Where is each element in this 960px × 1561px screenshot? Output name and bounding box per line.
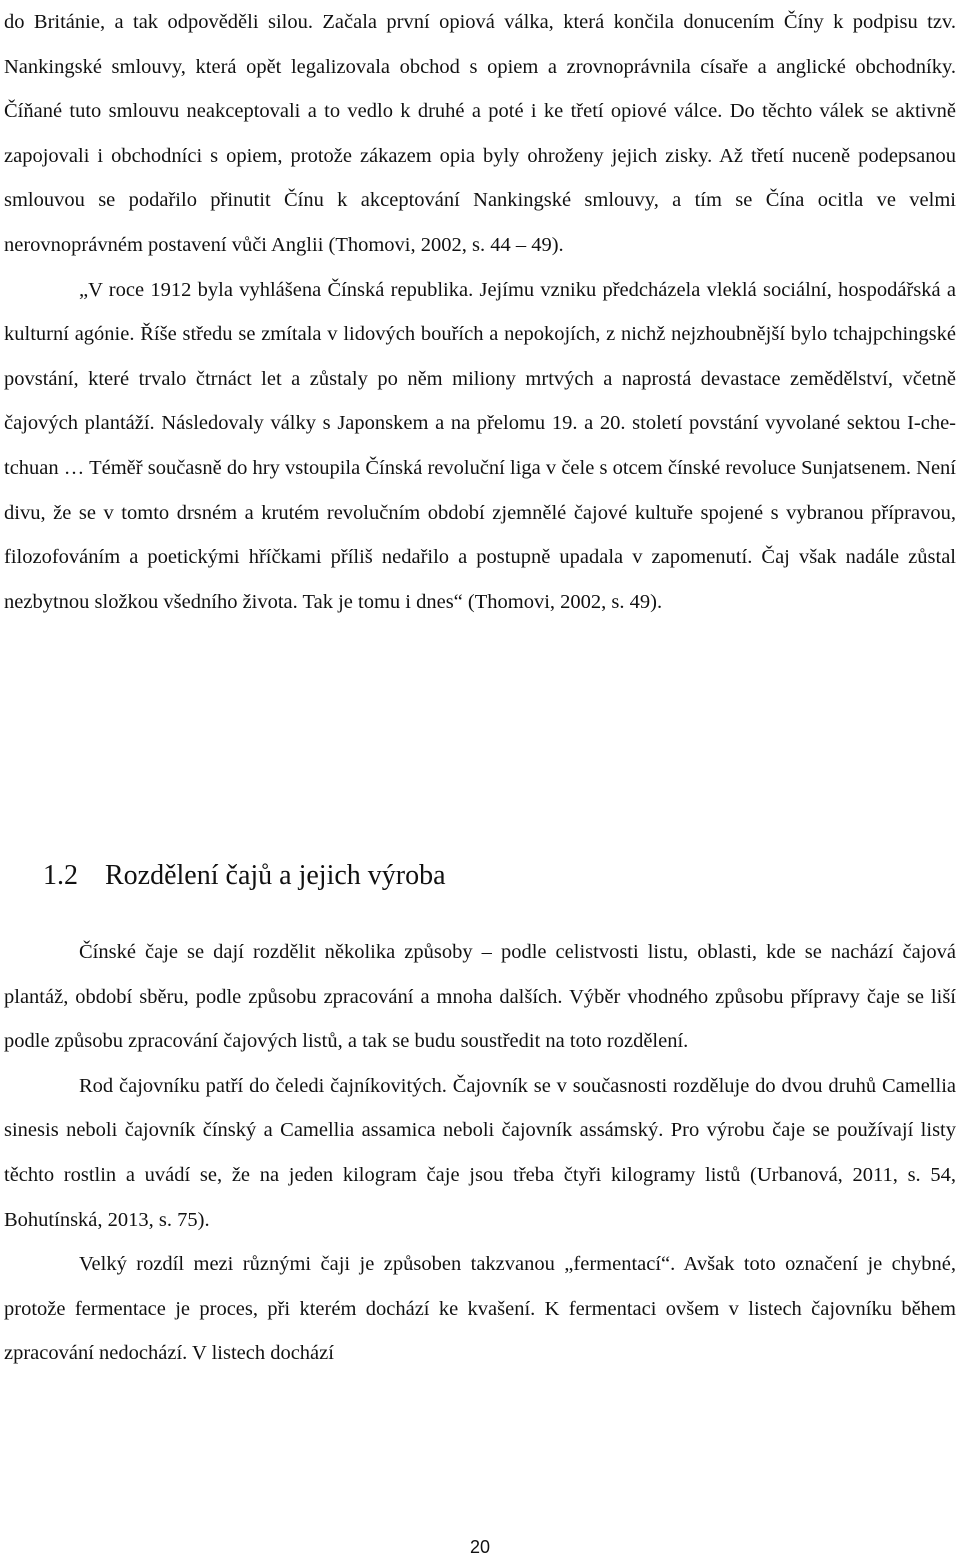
paragraph-fermentation: Velký rozdíl mezi různými čaji je způsoben takzvanou „fermentací“. Avšak toto označení je chybné, protože fermentace je proces, při kterém dochází ke kvašení. K fermentaci ovšem v listech čajovníku během zpracování nedochází. V listech dochází	[4, 1253, 956, 1365]
paragraph-republic-quote: „V roce 1912 byla vyhlášena Čínská republika. Jejímu vzniku předcházela vleklá sociální, hospodářská a kulturní agónie. Říše středu se zmítala v lidových bouřích a nepokojích, z nichž nejzhoubnější bylo tchajpchingské povstání, které trvalo čtrnáct let a zůstaly po něm miliony mrtvých a naprostá devastace zemědělství, včetně čajových plantáží. Následovaly války s Japonskem a na přelomu 19. a 20. století povstání vyvolané sektou I-che-tchuan … Téměř současně do hry vstoupila Čínská revoluční liga v čele s otcem čínské revoluce Sunjatsenem. Není divu, že se v tomto drsném a krutém revolučním období zjemnělé čajové kultuře spojené s vybranou přípravou, filozofováním a poetickými hříčkami příliš nedařilo a postupně upadala v zapomenutí. Čaj však nadále zůstal nezbytnou složkou všedního života. Tak je tomu i dnes“ (Thomovi, 2002, s. 49).	[4, 278, 956, 613]
paragraph-opium-wars: do Británie, a tak odpověděli silou. Začala první opiová válka, která končila donucením Číny k podpisu tzv. Nankingské smlouvy, která opět legalizovala obchod s opiem a zrovnoprávnila císaře a anglické obchodníky. Číňané tuto smlouvu neakceptovali a to vedlo k druhé a poté i ke třetí opiové válce. Do těchto válek se aktivně zapojovali i obchodníci s opiem, protože zákazem opia byly ohroženy jejich zisky. Až třetí nuceně podepsanou smlouvou se podařilo přinutit Čínu k akceptování Nankingské smlouvy, a tím se Čína ocitla ve velmi nerovnoprávném postavení vůči Anglii (Thomovi, 2002, s. 44 – 49).	[4, 11, 956, 256]
section-number: 1.2	[43, 860, 78, 891]
body-text-top	[4, 0, 956, 624]
paragraph-tea-genus: Rod čajovníku patří do čeledi čajníkovitých. Čajovník se v současnosti rozděluje do dvou druhů Camellia sinesis neboli čajovník čínský a Camellia assamica neboli čajovník assámský. Pro výrobu čaje se používají listy těchto rostlin a uvádí se, že na jeden kilogram čaje jsou třeba čtyři kilogramy listů (Urbanová, 2011, s. 54, Bohutínská, 2013, s. 75).	[4, 1074, 956, 1231]
page-number: 20	[469, 1537, 491, 1557]
body-text-bottom	[4, 930, 956, 1376]
section-title: Rozdělení čajů a jejich výroba	[105, 860, 446, 891]
paragraph-tea-division: Čínské čaje se dají rozdělit několika způsoby – podle celistvosti listu, oblasti, kde se nachází čajová plantáž, období sběru, podle způsobu zpracování a mnoha dalších. Výběr vhodného způsobu přípravy čaje se liší podle způsobu zpracování čajových listů, a tak se budu soustředit na toto rozdělení.	[4, 941, 956, 1053]
section-heading	[43, 856, 446, 896]
